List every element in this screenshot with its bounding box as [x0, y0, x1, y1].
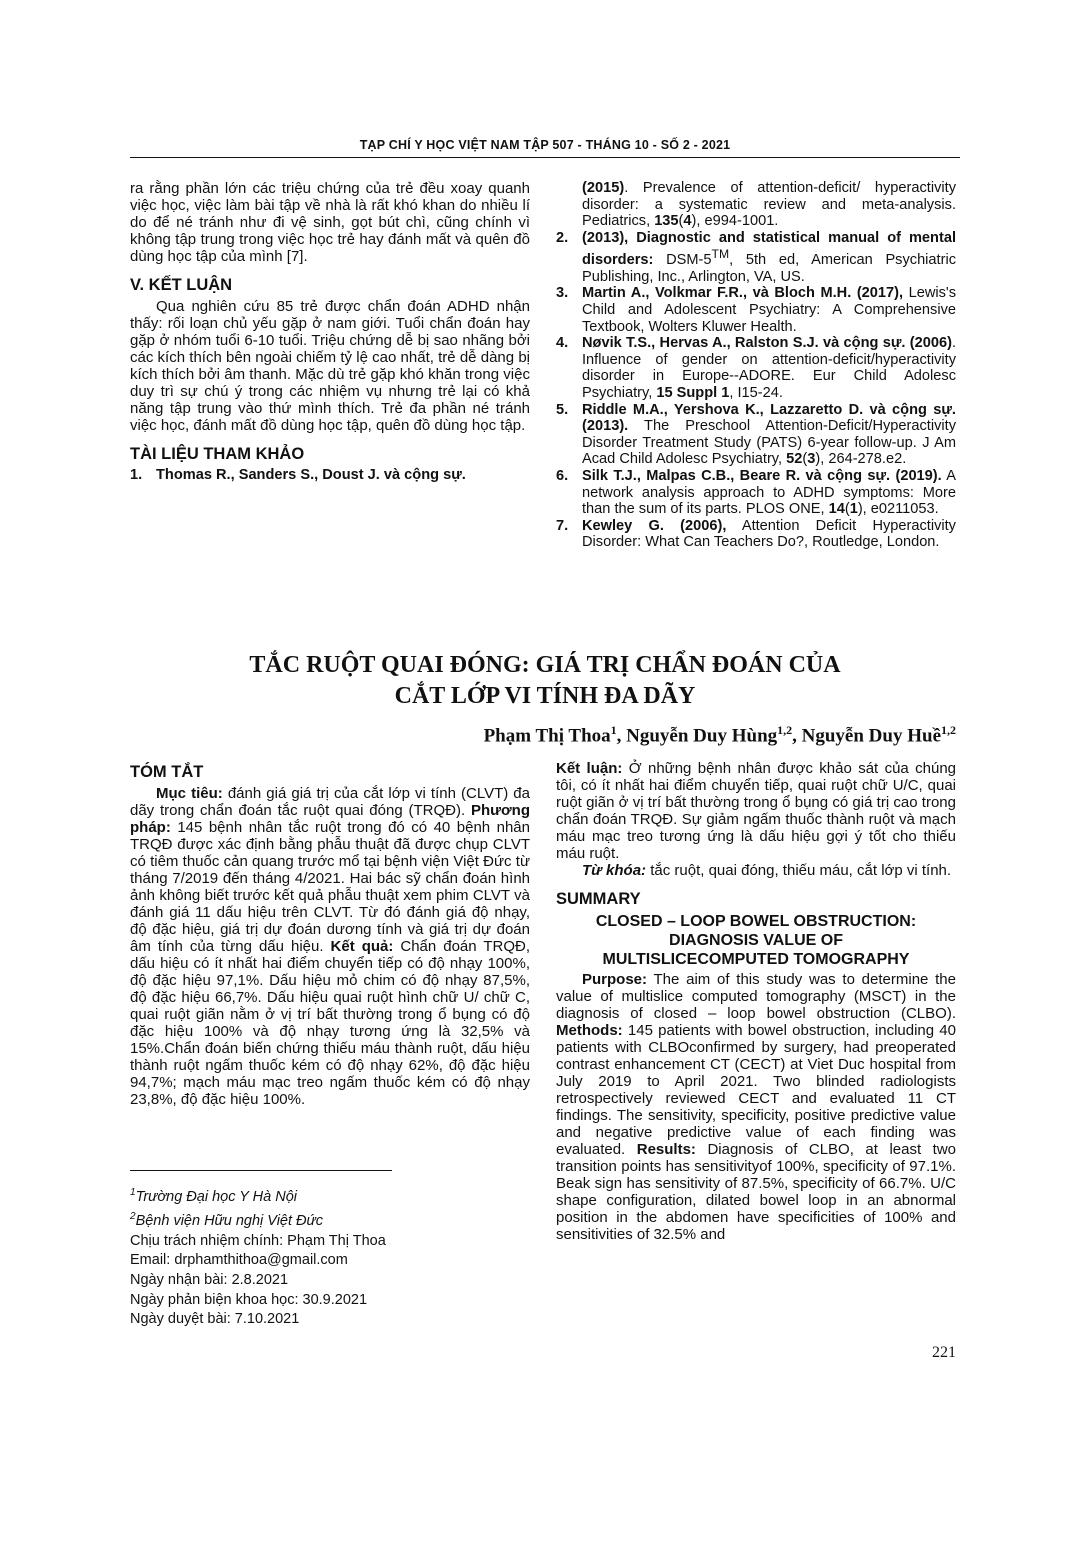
page-number: 221 [932, 1344, 956, 1361]
reference-volume: 15 Suppl 1 [656, 384, 730, 401]
summary-results-label: Results: [636, 1141, 696, 1158]
reference-item-6 [556, 468, 956, 518]
prev-article-right-column [556, 180, 956, 551]
contact-email: Email: drphamthithoa@gmail.com [130, 1252, 348, 1269]
reference-item-5 [556, 402, 956, 468]
reference-item-1-continued [556, 180, 956, 230]
running-header: TẠP CHÍ Y HỌC VIỆT NAM TẬP 507 - THÁNG 10 - SỐ 2 - 2021 [359, 138, 731, 152]
summary-paragraph [556, 971, 956, 1243]
author-affiliation-mark: 1 [610, 723, 617, 737]
affiliation-mark: 1 [130, 1187, 136, 1198]
reference-text: . Prevalence of attention-deficit/ hyperactivity disorder: a systematic review and meta-analysis. Pediatrics, [582, 180, 956, 230]
reference-authors: Thomas R., Sanders S., Doust J. và cộng sự. [156, 467, 466, 483]
reference-number: 4. [556, 335, 569, 352]
reference-issue: 3 [807, 451, 816, 468]
approval-date: Ngày duyệt bài: 7.10.2021 [130, 1311, 300, 1328]
reference-text: . Influence of gender on attention-deficit/hyperactivity disorder in Europe--ADORE. Eur Child Adolesc Psychiatry, [582, 335, 956, 401]
reference-item-4 [556, 335, 956, 401]
summary-results: Diagnosis of CLBO, at least two transition points has sensitivityof 100%, specificity of 97.1%. Beak sign has sensitivity of 87.5%, specificity of 66.7%. U/C shape configuration, dilated bowel loop in an abnormal position in the abdomen have specificities of 100% and sensitivities of 32.5% and [556, 1141, 956, 1243]
reference-authors: Silk T.J., Malpas C.B., Beare R. và cộng sự. (2019). [582, 467, 942, 484]
reference-number: 3. [556, 285, 569, 302]
abstract-conclusion-label: Kết luận: [556, 760, 623, 777]
reference-text-end: , 5th ed, American Psychiatric Publishing, Inc., Arlington, VA, US. [582, 252, 956, 285]
reference-issue-open: ( [678, 213, 684, 230]
reference-volume: 52 [786, 451, 803, 468]
summary-title [556, 912, 956, 969]
author-name: , Nguyễn Duy Huề [792, 725, 941, 747]
abstract-conclusion: Ở những bệnh nhân được khảo sát của chúng tôi, có ít nhất hai điểm chuyển tiếp, quai ruột chữ U/C, quai ruột giãn ở vị trí bất thường trong ổ bụng có giá trị cao trong chẩn đoán TRQĐ. Sự giảm ngấm thuốc thành ruột và mạch máu mạc treo tương ứng là dấu hiệu gợi ý tốt cho thiếu máu ruột. [556, 760, 957, 862]
responsible-author: Chịu trách nhiệm chính: Phạm Thị Thoa [130, 1232, 386, 1249]
footnote-rule [130, 1170, 392, 1171]
reference-text: A network analysis approach to ADHD symptoms: More than the sum of its parts. PLOS ONE, [582, 467, 957, 518]
author-name: , Nguyễn Duy Hùng [616, 725, 778, 747]
summary-title-line-1: CLOSED – LOOP BOWEL OBSTRUCTION: [595, 913, 917, 930]
discussion-tail-paragraph: ra rằng phần lớn các triệu chứng của trẻ đều xoay quanh việc học, việc làm bài tập về nhà là rất khó khan do nhiều lí do để né tránh như đi vệ sinh, gọt bút chì, cũng chính vì không tập trung trong việc học trẻ hay đánh mất và quên đồ dùng học tập của mình [7]. [130, 180, 530, 265]
reference-text: Attention Deficit Hyperactivity Disorder: What Can Teachers Do?, Routledge, London. [582, 517, 956, 551]
affiliation-1 [130, 1183, 530, 1207]
summary-methods-label: Methods: [556, 1022, 623, 1039]
conclusion-paragraph: Qua nghiên cứu 85 trẻ được chẩn đoán ADHD nhận thấy: rối loạn chủ yếu gặp ở nam giới. Tuổi chẩn đoán hay gặp ở nhóm tuổi 6-10 tuổi. Triệu chứng dễ bị sao nhãng bởi các kích thích bên ngoài chiếm tỷ lệ cao nhất, trẻ dễ dàng bị kích thích bởi âm thanh. Mặc dù trẻ gặp khó khăn trong việc duy trì sự chú ý trong các nhiệm vụ nhưng trẻ lại có khả năng tập trung vào thứ mình thích. Trẻ đa phần né tránh việc học, đánh mất đồ dùng học tập, quên đồ dùng học tập. [130, 298, 530, 434]
prev-article-left-column [130, 180, 530, 484]
abstract-objective: đánh giá giá trị của cắt lớp vi tính (CLVT) đa dãy trong chẩn đoán tắc ruột quai đóng (TRQĐ). [130, 785, 530, 819]
reference-issue: 4 [683, 213, 692, 230]
summary-title-line-2: DIAGNOSIS VALUE OF [669, 932, 843, 949]
reference-item-7 [556, 518, 956, 551]
review-date: Ngày phản biện khoa học: 30.9.2021 [130, 1291, 368, 1308]
received-date: Ngày nhận bài: 2.8.2021 [130, 1272, 289, 1289]
abstract-methods: 145 bệnh nhân tắc ruột trong đó có 40 bệnh nhân TRQĐ được xác định bằng phẫu thuật đã được chụp CLVT có tiêm thuốc cản quang trước mổ tại bệnh viện Việt Đức từ tháng 7/2019 đến tháng 4/2021. Hai bác sỹ chẩn đoán hình ảnh không biết trước kết quả phẫu thuật xem phim CLVT và đánh giá 11 dấu hiệu trên CLVT. Từ đó đánh giá độ nhạy, độ đặc hiệu, giá trị dự đoán dương tính và giá trị dự đoán âm tính của từng dấu hiệu. [130, 819, 530, 955]
article-title-line-1: TẮC RUỘT QUAI ĐÓNG: GIÁ TRỊ CHẨN ĐOÁN CỦA [249, 652, 841, 678]
abstract-heading: TÓM TẮT [130, 763, 204, 781]
reference-authors: Kewley G. (2006), [582, 517, 727, 534]
reference-pages: ), 264-278.e2. [815, 451, 907, 468]
affiliation-name: Bệnh viện Hữu nghị Việt Đức [135, 1213, 323, 1230]
reference-item-1 [130, 467, 530, 484]
reference-authors: Nøvik T.S., Hervas A., Ralston S.J. và cộng sự. (2006) [582, 335, 952, 352]
reference-pages: , I15-24. [729, 384, 783, 401]
summary-purpose: The aim of this study was to determine the value of multislice computed tomography (MSCT) in the diagnosis of closed – loop bowel obstruction (CLBO). [556, 971, 956, 1022]
reference-number: 2. [556, 229, 569, 246]
abstract-right-column [556, 760, 956, 1243]
article-title-line-2: CẮT LỚP VI TÍNH ĐA DÃY [394, 683, 696, 709]
affiliation-mark: 2 [130, 1211, 136, 1223]
affiliation-name: Trường Đại học Y Hà Nội [135, 1188, 297, 1205]
reference-volume: 14 [828, 501, 845, 518]
author-name: Phạm Thị Thoa [483, 725, 611, 747]
abstract-left-column [130, 764, 530, 1108]
reference-issue: 1 [849, 501, 858, 518]
reference-number: 6. [556, 467, 569, 484]
conclusion-heading: V. KẾT LUẬN [130, 276, 233, 294]
affiliation-2 [130, 1207, 530, 1231]
summary-methods: 145 patients with bowel obstruction, including 40 patients with CLBOconfirmed by surgery, had preoperated contrast enhancement CT (CECT) at Viet Duc hospital from July 2019 to April 2021. Two blinded radiologists retrospectively reviewed CECT and evaluated 11 CT findings. The sensitivity, specificity, positive predictive value and negative predictive value of each finding was evaluated. [556, 1022, 956, 1158]
reference-authors: Riddle M.A., Yershova K., Lazzaretto D. và cộng sự. (2013). [582, 401, 956, 435]
reference-number: 1. [130, 467, 143, 483]
reference-list-left [130, 467, 530, 484]
abstract-results: Chẩn đoán TRQĐ, dấu hiệu có ít nhất hai điểm chuyển tiếp có độ nhạy 100%, độ đặc hiệu 97,1%. Dấu hiệu mỏ chim có độ nhạy 87,5%, độ đặc hiệu 66,7%. Dấu hiệu quai ruột hình chữ U/ chữ C, quai ruột giãn nằm ở vị trí bất thường trong ổ bụng có độ đặc hiệu 100% và độ nhạy tương ứng là 32,5% và 15%.Chẩn đoán biến chứng thiếu máu thành ruột, dấu hiệu thành ruột ngấm thuốc kém có độ nhạy 62%, độ đặc hiệu 94,7%; mạch máu mạc treo ngấm thuốc kém có độ nhạy 23,8%, độ đặc hiệu 100%. [130, 938, 531, 1108]
reference-item-3 [556, 285, 956, 335]
keywords-label: Từ khóa: [582, 862, 647, 879]
reference-year: (2015) [582, 180, 625, 196]
references-heading: TÀI LIỆU THAM KHẢO [130, 445, 305, 463]
article-authors [484, 723, 956, 747]
reference-issue-open: ( [802, 451, 808, 468]
reference-authors: Martin A., Volkmar F.R., và Bloch M.H. (2017), [582, 285, 904, 302]
reference-number: 5. [556, 401, 569, 418]
reference-issue-open: ( [844, 501, 850, 518]
reference-volume: 135 [654, 213, 679, 230]
summary-purpose-label: Purpose: [582, 971, 648, 988]
reference-item-2 [556, 230, 956, 286]
footnotes [130, 1183, 530, 1330]
reference-text: The Preschool Attention-Deficit/Hyperactivity Disorder Treatment Study (PATS) 6-year follow-up. J Am Acad Child Adolesc Psychiatry, [582, 418, 956, 468]
reference-pages: ), e994-1001. [691, 213, 779, 230]
abstract-objective-label: Mục tiêu: [156, 785, 223, 802]
reference-pages: ), e0211053. [857, 501, 939, 518]
reference-text: DSM-5 [653, 252, 712, 269]
article-title [130, 650, 960, 712]
reference-number: 7. [556, 517, 569, 534]
trademark-superscript: TM [711, 247, 730, 262]
summary-heading: SUMMARY [556, 890, 641, 908]
abstract-results-label: Kết quả: [330, 938, 394, 955]
summary-title-line-3: MULTISLICECOMPUTED TOMOGRAPHY [602, 951, 910, 968]
abstract-conclusion-paragraph [556, 760, 956, 862]
keywords: tắc ruột, quai đóng, thiếu máu, cắt lớp vi tính. [646, 862, 952, 879]
reference-text: Lewis's Child and Adolescent Psychiatry: A Comprehensive Textbook, Wolters Kluwer Health. [582, 285, 957, 335]
author-affiliation-mark: 1,2 [941, 723, 956, 737]
reference-authors: (2013), Diagnostic and statistical manual of mental disorders: [582, 229, 956, 269]
abstract-methods-label: Phương pháp: [130, 802, 530, 836]
keywords-paragraph [556, 862, 956, 879]
author-affiliation-mark: 1,2 [777, 723, 793, 737]
reference-list-right [556, 180, 956, 551]
header-rule [130, 157, 960, 158]
abstract-paragraph [130, 785, 530, 1108]
